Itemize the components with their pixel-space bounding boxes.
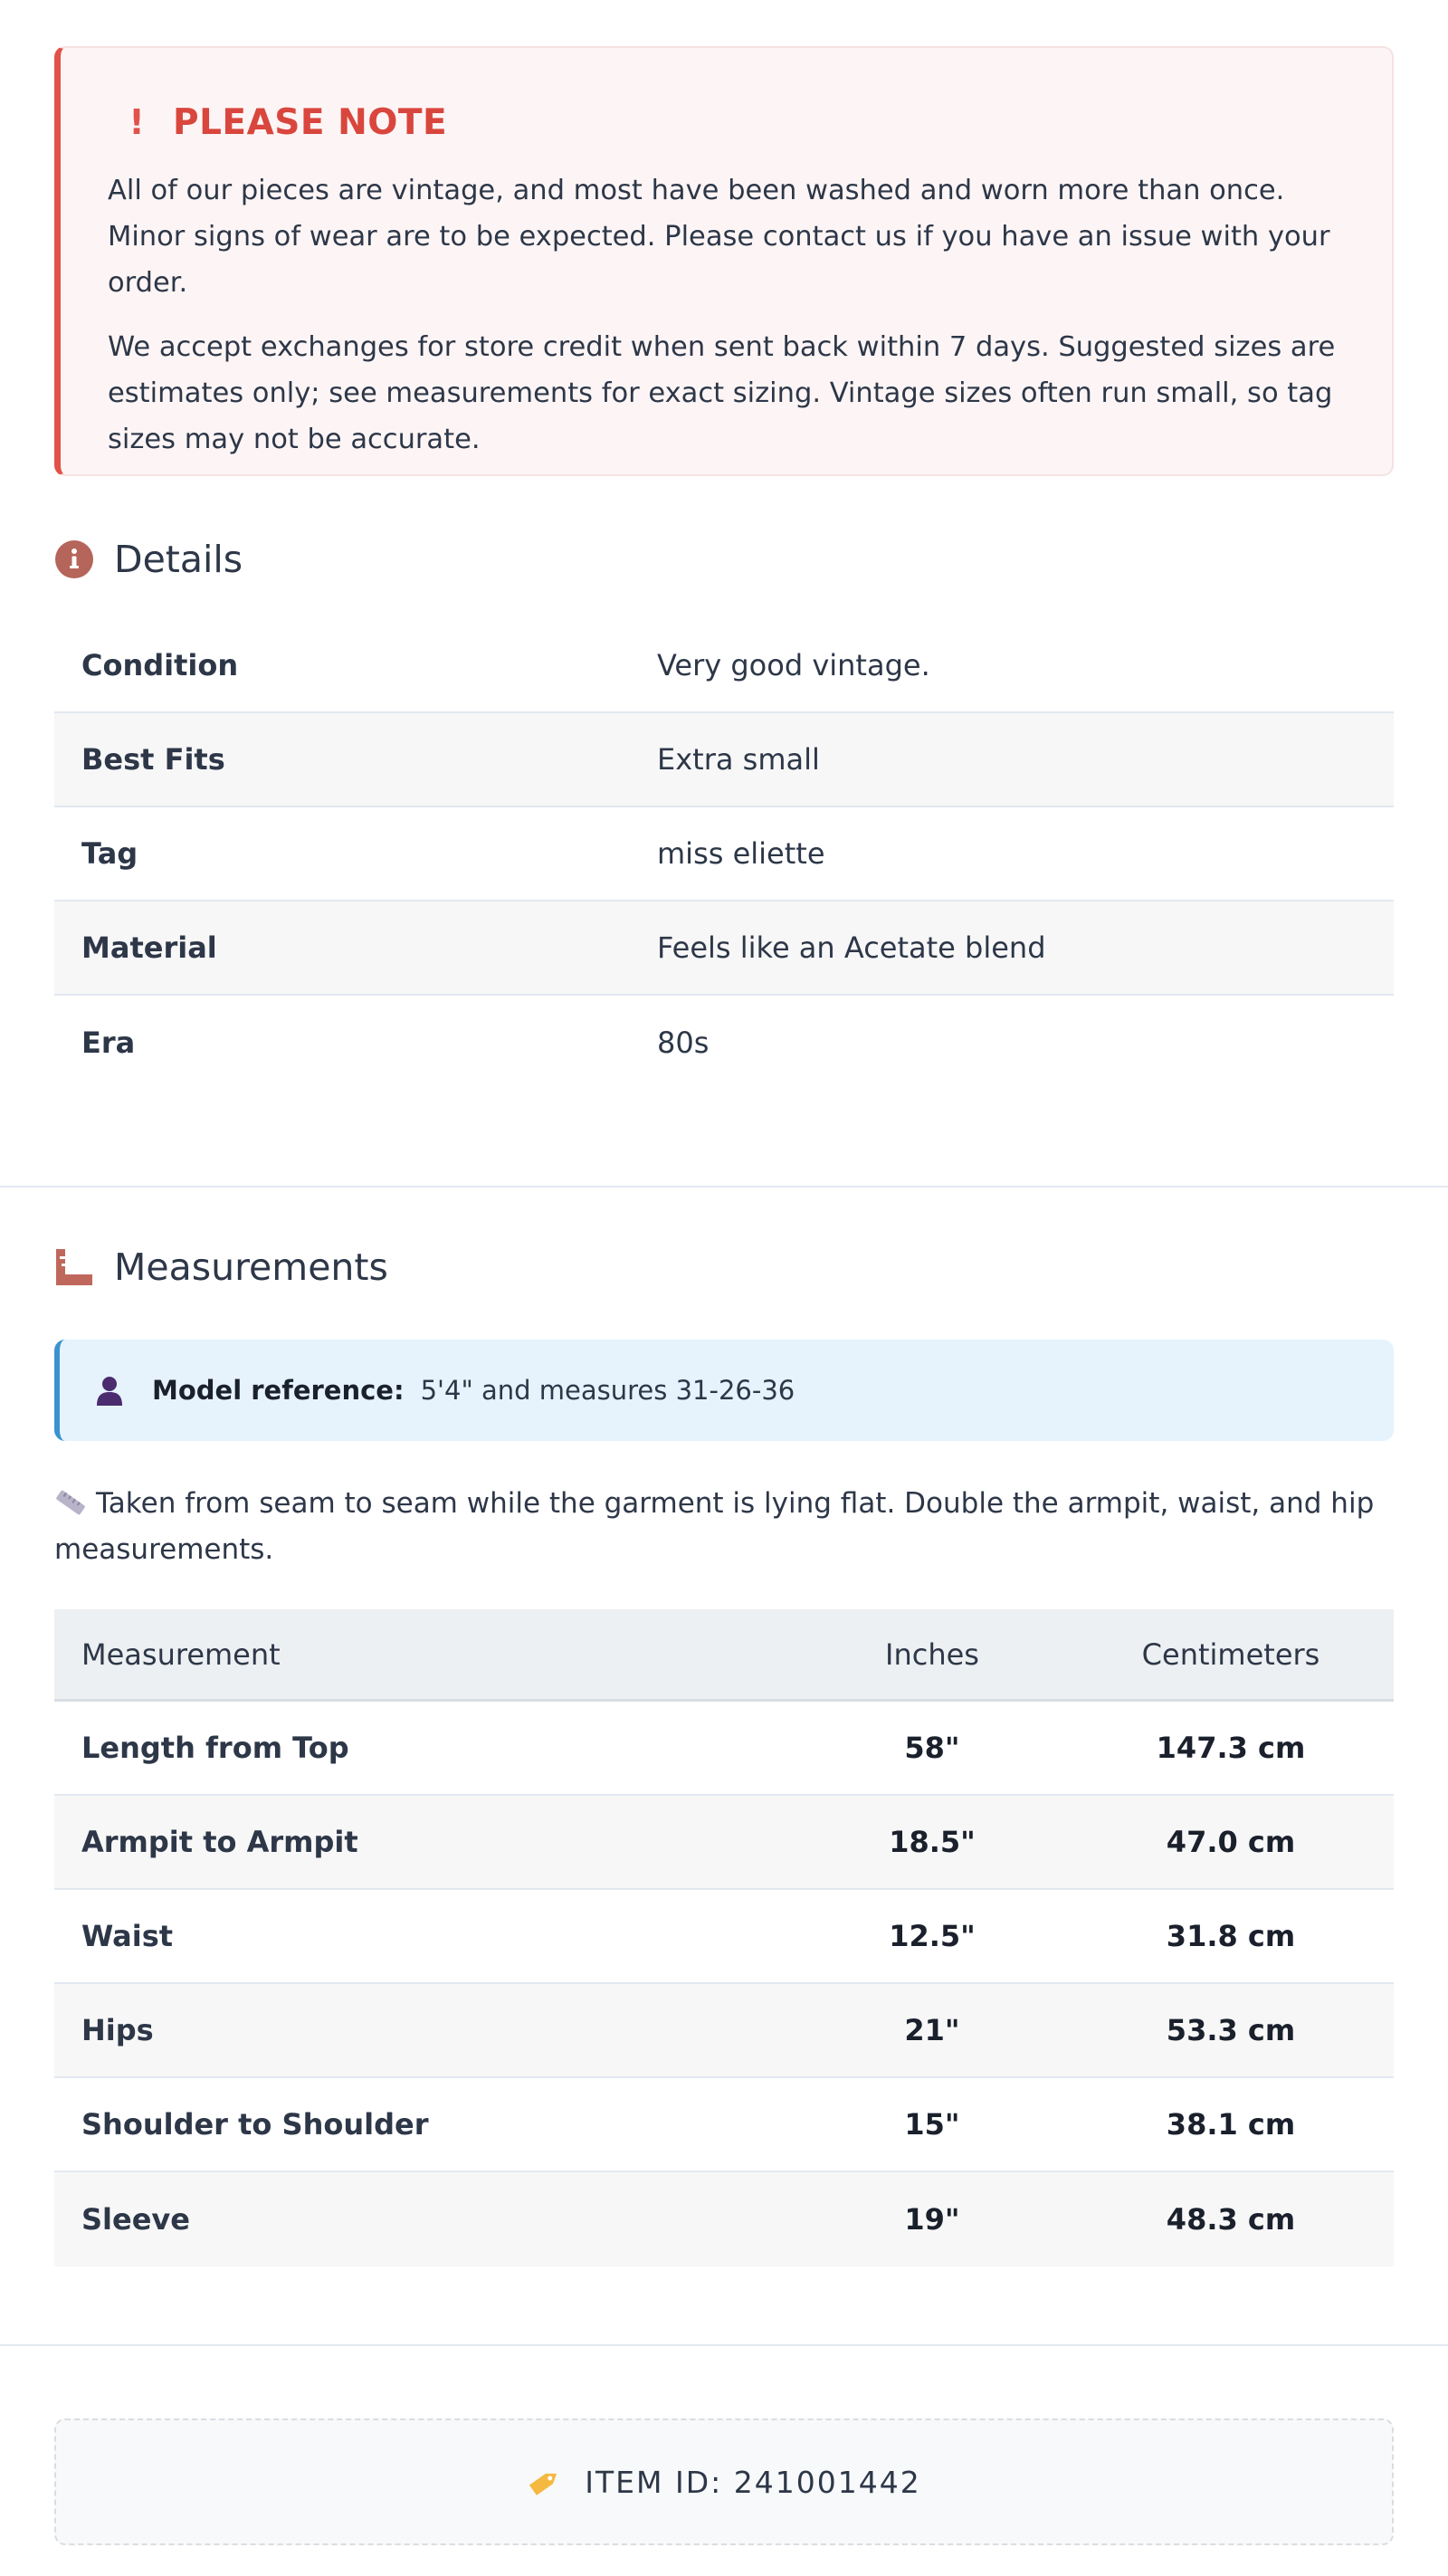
note-header	[108, 99, 1347, 146]
column-header: Centimeters	[1141, 1636, 1320, 1672]
table-row	[54, 2078, 1394, 2172]
model-reference-value: 5'4" and measures 31-26-36	[420, 1375, 795, 1406]
section-divider	[0, 2344, 1448, 2346]
model-reference-label: Model reference:	[152, 1375, 405, 1406]
column-header: Measurement	[81, 1636, 281, 1672]
measurement-name: Armpit to Armpit	[81, 1825, 358, 1859]
details-row	[54, 996, 1394, 1090]
details-label: Condition	[81, 648, 239, 682]
note-paragraph-1: All of our pieces are vintage, and most have been washed and worn more than once. Minor signs of wear are to be expected. Please contact us if you have an issue with your order.	[108, 175, 1330, 299]
product-info	[0, 46, 1448, 1090]
info-icon	[54, 539, 94, 579]
measurements-section	[0, 1240, 1448, 2266]
measurement-name: Hips	[81, 2013, 154, 2047]
measurement-cm: 53.3 cm	[1166, 2013, 1296, 2047]
note-title: PLEASE NOTE	[173, 101, 448, 143]
measurement-inches: 58"	[904, 1731, 960, 1765]
measurement-note	[54, 1481, 1394, 1573]
measurement-cm: 31.8 cm	[1166, 1919, 1296, 1953]
table-header	[54, 1609, 1394, 1702]
measurement-inches: 12.5"	[889, 1919, 976, 1953]
details-row	[54, 713, 1394, 807]
ruler-icon	[54, 1484, 87, 1512]
details-value: Extra small	[657, 742, 820, 777]
details-row	[54, 807, 1394, 902]
exclamation-icon: !	[129, 102, 145, 142]
measurement-inches: 19"	[904, 2202, 960, 2237]
measurements-title: Measurements	[114, 1245, 388, 1289]
details-label: Best Fits	[81, 742, 225, 777]
column-header: Inches	[885, 1636, 979, 1672]
ruler-icon	[54, 1247, 94, 1287]
measurement-note-text: Taken from seam to seam while the garment is lying flat. Double the armpit, waist, and hip measurements.	[54, 1487, 1375, 1566]
details-value: 80s	[657, 1026, 710, 1060]
table-row	[54, 1890, 1394, 1984]
table-row	[54, 1984, 1394, 2078]
section-divider	[0, 1186, 1448, 1188]
measurement-name: Sleeve	[81, 2202, 190, 2237]
note-paragraph-2: We accept exchanges for store credit when sent back within 7 days. Suggested sizes are estimates only; see measurements for exact sizing. Vintage sizes often run small, so tag sizes may not be accurate.	[108, 331, 1336, 455]
please-note-box	[54, 46, 1394, 476]
measurement-inches: 18.5"	[889, 1825, 976, 1859]
details-table	[54, 619, 1394, 1090]
measurements-table	[54, 1609, 1394, 2266]
measurement-cm: 147.3 cm	[1156, 1731, 1306, 1765]
details-label: Tag	[81, 836, 138, 871]
measurement-name: Shoulder to Shoulder	[81, 2107, 429, 2142]
measurement-cm: 38.1 cm	[1166, 2107, 1296, 2142]
measurement-cm: 47.0 cm	[1166, 1825, 1296, 1859]
measurements-header	[54, 1240, 1394, 1294]
measurement-inches: 21"	[904, 2013, 960, 2047]
measurement-cm: 48.3 cm	[1166, 2202, 1296, 2237]
measurement-name: Length from Top	[81, 1731, 349, 1765]
tag-icon	[527, 2464, 563, 2500]
item-id-section	[0, 2419, 1448, 2545]
table-row	[54, 2172, 1394, 2266]
details-label: Material	[81, 930, 217, 965]
table-row	[54, 1796, 1394, 1890]
details-title: Details	[114, 538, 243, 581]
details-header	[54, 532, 1394, 587]
details-value: miss eliette	[657, 836, 825, 871]
item-id-label: ITEM ID: 241001442	[585, 2464, 921, 2500]
details-row	[54, 619, 1394, 713]
person-icon	[94, 1375, 125, 1406]
item-id-box	[54, 2419, 1394, 2545]
details-label: Era	[81, 1026, 136, 1060]
measurement-name: Waist	[81, 1919, 174, 1953]
table-row	[54, 1702, 1394, 1796]
measurement-inches: 15"	[904, 2107, 960, 2142]
model-reference-box	[54, 1340, 1394, 1441]
details-row	[54, 902, 1394, 996]
details-value: Very good vintage.	[657, 648, 930, 682]
details-value: Feels like an Acetate blend	[657, 930, 1046, 965]
